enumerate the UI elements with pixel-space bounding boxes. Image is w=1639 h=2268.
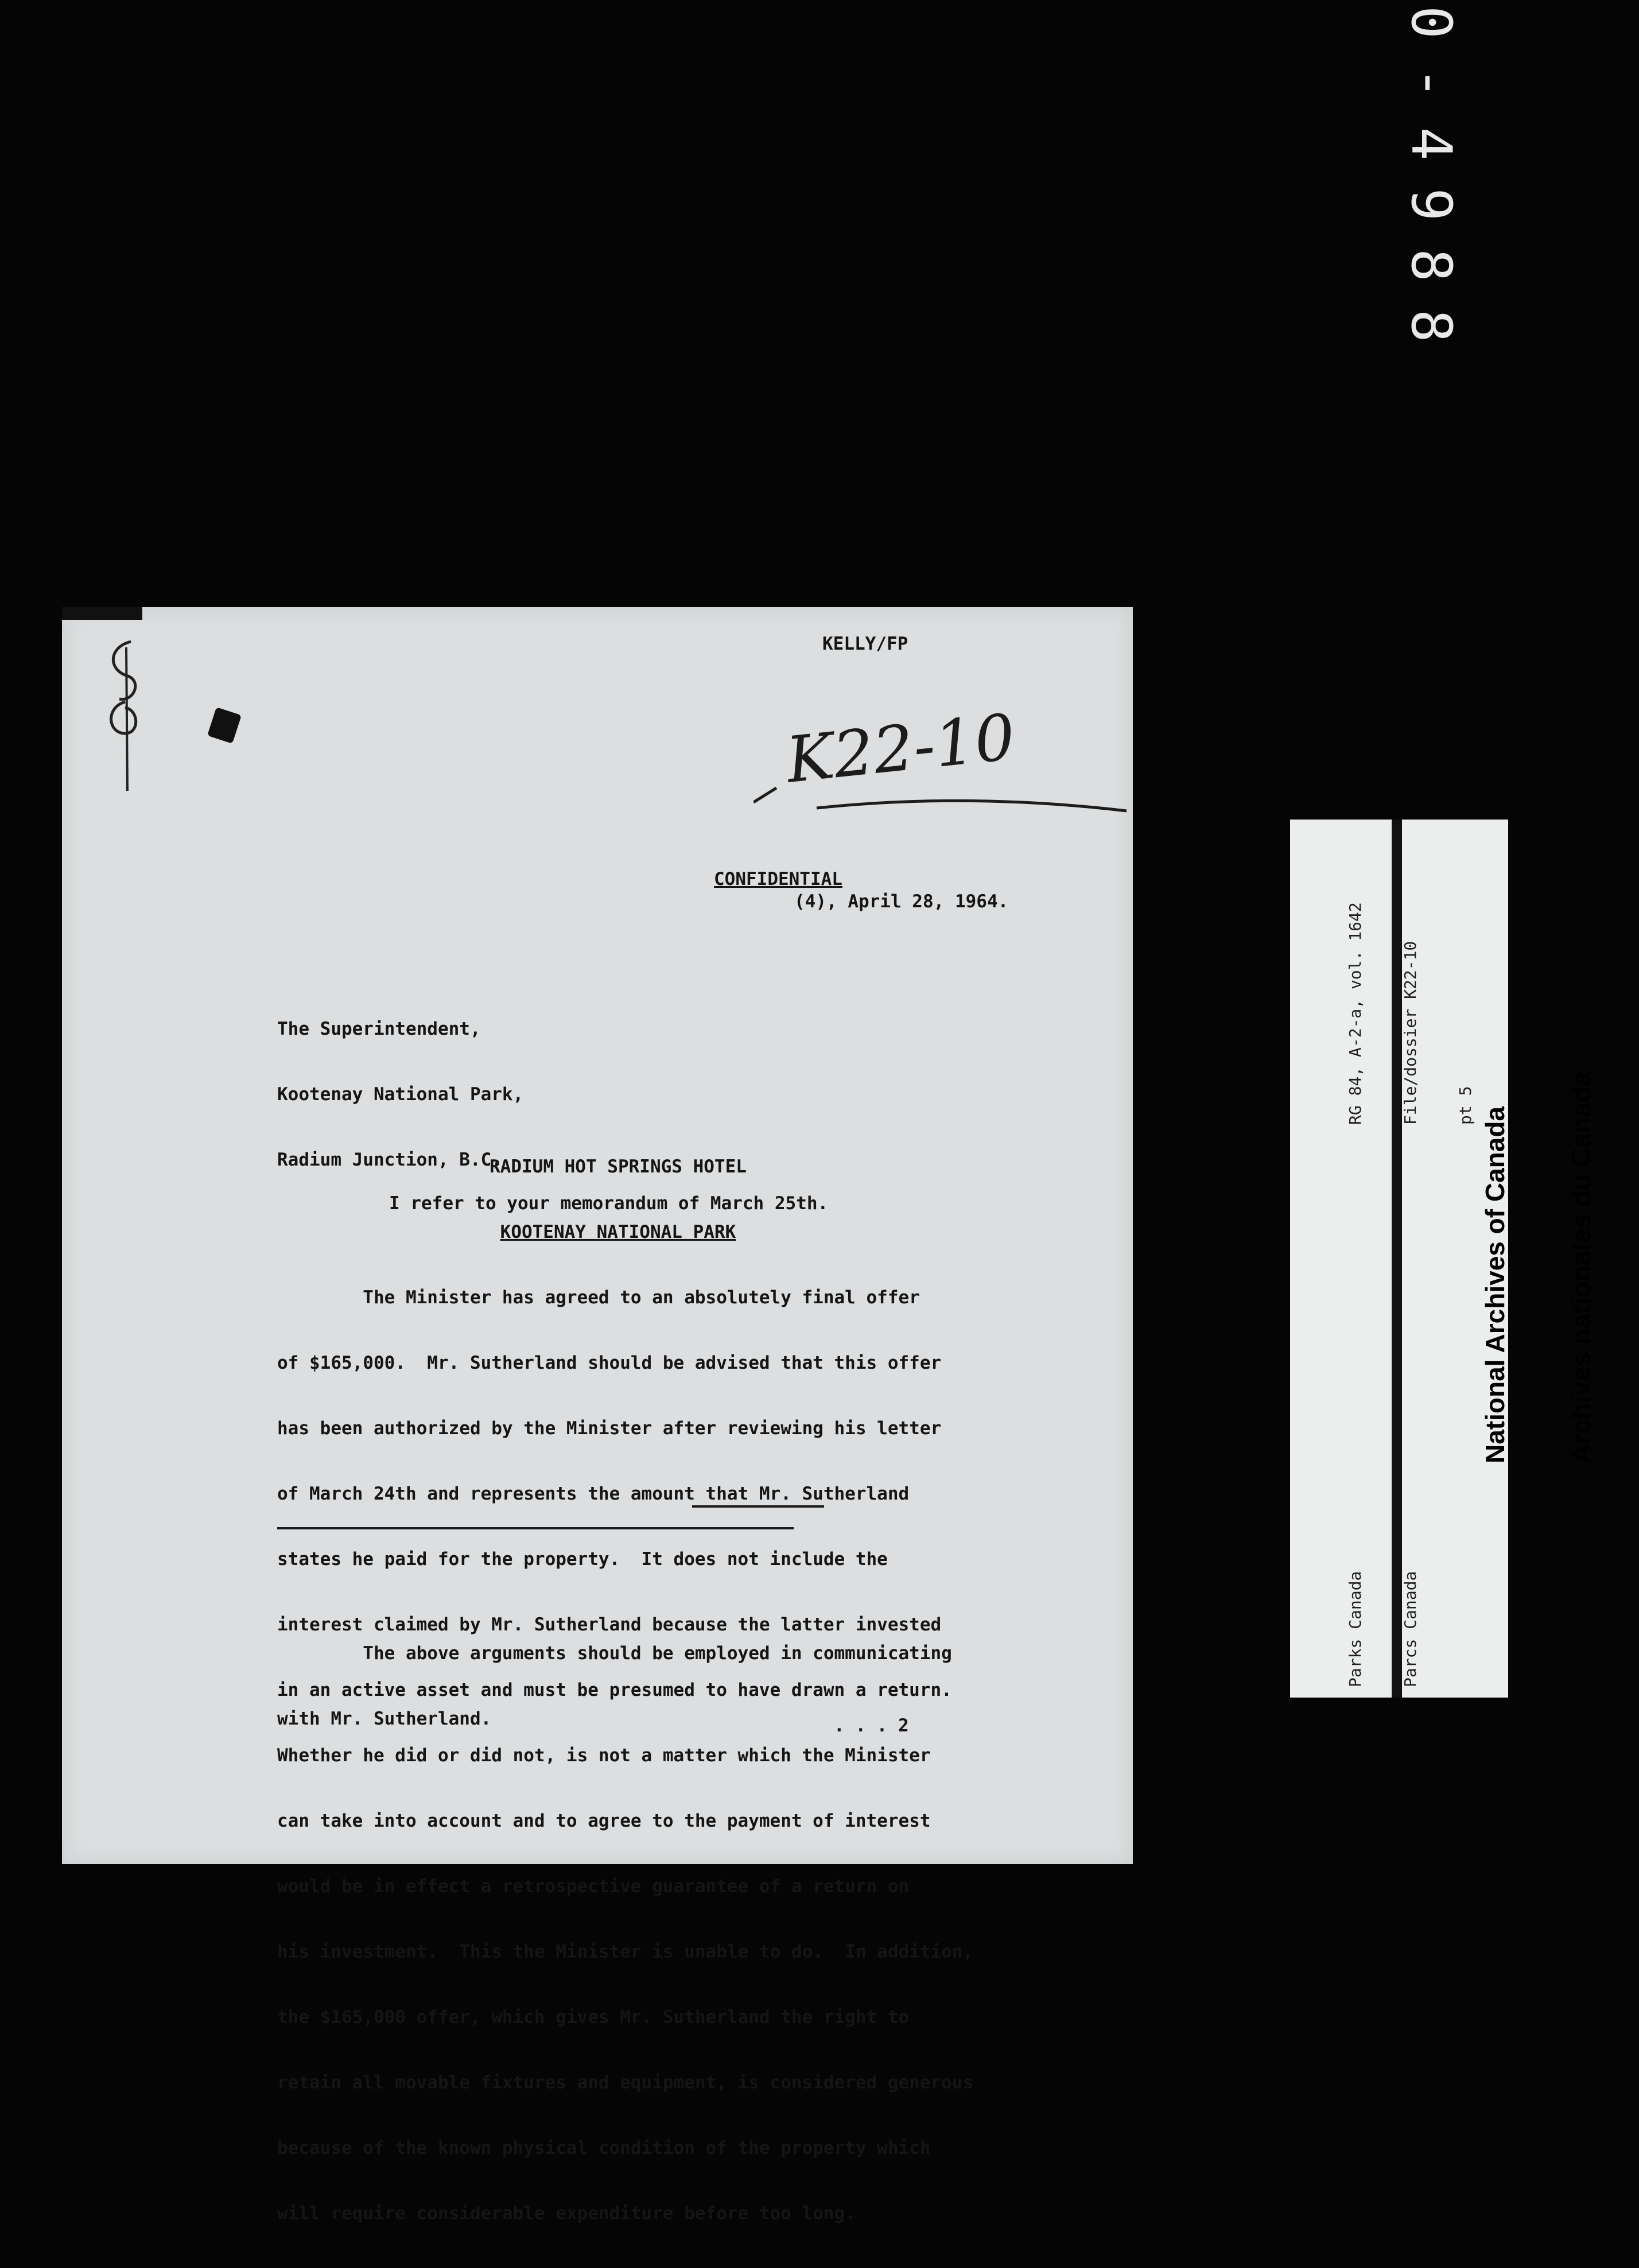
label-line: National Archives of Canada <box>1480 1106 1510 1463</box>
address-line: The Superintendent, <box>277 1019 481 1039</box>
emphasis-underline <box>277 1527 794 1529</box>
date-line: (4), April 28, 1964. <box>794 891 1009 912</box>
recipient-address <box>277 974 523 1214</box>
address-line: Kootenay National Park, <box>277 1084 524 1105</box>
body-line: with Mr. Sutherland. <box>277 1708 492 1729</box>
label-line: RG 84, A-2-a, vol. 1642 <box>1346 902 1365 1125</box>
label-line: pt 5 <box>1456 1086 1475 1125</box>
body-line: because of the known physical condition of the property which <box>277 2138 931 2158</box>
body-line: in an active asset and must be presumed to have drawn a return. <box>277 1680 952 1700</box>
body-line: can take into account and to agree to the payment of interest <box>277 1811 931 1831</box>
body-line: has been authorized by the Minister after reviewing his letter <box>277 1418 942 1439</box>
archive-label-institution <box>1423 1071 1624 1463</box>
body-line: The Minister has agreed to an absolutely final offer <box>277 1287 920 1308</box>
body-line: the $165,000 offer, which gives Mr. Sutherland the right to <box>277 2007 910 2028</box>
subject-line: RADIUM HOT SPRINGS HOTEL <box>490 1156 747 1177</box>
label-line: Parks Canada <box>1346 1571 1365 1687</box>
paragraph-closing <box>277 1599 952 1773</box>
label-line: Parcs Canada <box>1401 1571 1420 1687</box>
reference-initials: KELLY/FP <box>822 634 908 654</box>
subject-line: KOOTENAY NATIONAL PARK <box>500 1222 736 1242</box>
emphasis-underline <box>692 1505 824 1508</box>
classification-label: CONFIDENTIAL <box>714 869 842 890</box>
handwritten-file-number <box>754 696 1132 834</box>
address-line: Radium Junction, B.C. <box>277 1149 502 1170</box>
body-line: would be in effect a retrospective guarantee of a return on <box>277 1876 910 1897</box>
letter-page <box>62 607 1133 2224</box>
body-line: of $165,000. Mr. Sutherland should be advised that this offer <box>277 1353 942 1373</box>
label-line: Archives nationales du Canada <box>1566 1071 1596 1463</box>
body-line: states he paid for the property. It does not include the <box>277 1549 888 1570</box>
film-roll-number <box>1400 6 1463 465</box>
paragraph-reference: I refer to your memorandum of March 25th. <box>389 1193 829 1214</box>
tape-mark <box>62 607 142 620</box>
label-line: File/dossier K22-10 <box>1401 941 1420 1125</box>
handwritten-margin-mark <box>85 636 154 802</box>
handwritten-file-number-text: K22-10 <box>783 700 1019 797</box>
ink-blot <box>207 707 242 744</box>
archive-label-org <box>1310 1571 1438 1687</box>
body-line: will require considerable expenditure before too long. <box>277 2203 856 2224</box>
body-line: Whether he did or did not, is not a matter which the Minister <box>277 1745 931 1766</box>
body-line: interest claimed by Mr. Sutherland because the latter invested <box>277 1614 942 1635</box>
body-line: of March 24th and represents the amount that Mr. Sutherland <box>277 1483 910 1504</box>
body-line: retain all movable fixtures and equipment, is considered generous <box>277 2072 974 2093</box>
film-roll-number-text: 0-4988 <box>1399 6 1463 370</box>
body-line: his investment. This the Minister is unable to do. In addition, <box>277 1941 974 1962</box>
body-line: The above arguments should be employed in communicating <box>277 1643 952 1664</box>
continuation-marker: . . . 2 <box>834 1715 909 1736</box>
